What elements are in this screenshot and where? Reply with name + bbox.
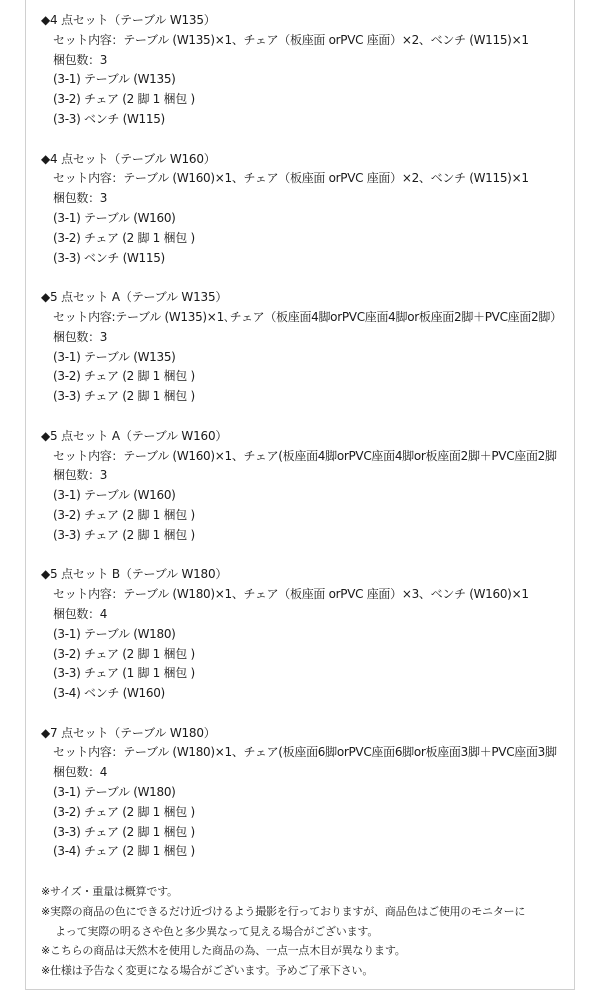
package-item-line: (3-4) チェア (2 脚 1 梱包 ) bbox=[53, 844, 195, 859]
package-item-line: (3-2) チェア (2 脚 1 梱包 ) bbox=[53, 804, 195, 819]
set-contents-line: セット内容：テーブル (W180)×1、チェア（板座面 orPVC 座面）×3、ベンチ (W160)×1 bbox=[53, 587, 529, 602]
package-item-line: (3-2) チェア (2 脚 1 梱包 ) bbox=[53, 507, 195, 522]
set-block bbox=[41, 11, 571, 130]
set-block bbox=[41, 724, 571, 863]
package-item-line: (3-2) チェア (2 脚 1 梱包 ) bbox=[53, 646, 195, 661]
notes-section bbox=[41, 882, 571, 981]
package-item-line: (3-3) チェア (1 脚 1 梱包 ) bbox=[53, 666, 195, 681]
set-list bbox=[41, 11, 571, 862]
note-line: ※サイズ・重量は概算です。 bbox=[41, 885, 178, 899]
set-contents-line: セット内容：テーブル (W135)×1、チェア（板座面 orPVC 座面）×2、ベンチ (W115)×1 bbox=[53, 32, 529, 47]
set-title: ◆7 点セット（テーブル W180） bbox=[41, 725, 216, 740]
set-contents-line: セット内容：テーブル (W160)×1、チェア（板座面 orPVC 座面）×2、ベンチ (W115)×1 bbox=[53, 171, 529, 186]
package-count-line: 梱包数：3 bbox=[53, 468, 108, 483]
set-title: ◆5 点セット A（テーブル W160） bbox=[41, 428, 228, 443]
spec-content bbox=[41, 11, 571, 981]
package-item-line: (3-4) ベンチ (W160) bbox=[53, 686, 165, 701]
package-count-line: 梱包数：3 bbox=[53, 52, 108, 67]
set-contents-line: セット内容:テーブル (W135)×1､チェア（板座面4脚orPVC座面4脚or板座面2脚＋PVC座面2脚） bbox=[53, 309, 562, 324]
package-item-line: (3-1) テーブル (W180) bbox=[53, 785, 176, 800]
note-line: ※実際の商品の色にできるだけ近づけるよう撮影を行っておりますが、商品色はご使用のモニターに bbox=[41, 904, 526, 918]
package-count-line: 梱包数：4 bbox=[53, 765, 108, 780]
set-contents-line: セット内容：テーブル (W180)×1、チェア(板座面6脚orPVC座面6脚or板座面3脚＋PVC座面3脚 bbox=[53, 745, 557, 760]
package-item-line: (3-3) チェア (2 脚 1 梱包 ) bbox=[53, 389, 195, 404]
package-item-line: (3-3) ベンチ (W115) bbox=[53, 111, 165, 126]
note-line: よって実際の明るさや色と多少異なって見える場合がございます。 bbox=[55, 924, 379, 938]
note-line: ※こちらの商品は天然木を使用した商品の為、一点一点木目が異なります。 bbox=[41, 944, 406, 958]
package-item-line: (3-2) チェア (2 脚 1 梱包 ) bbox=[53, 369, 195, 384]
package-item-line: (3-3) チェア (2 脚 1 梱包 ) bbox=[53, 824, 195, 839]
package-count-line: 梱包数：3 bbox=[53, 329, 108, 344]
set-block bbox=[41, 565, 571, 704]
package-count-line: 梱包数：4 bbox=[53, 606, 108, 621]
set-title: ◆4 点セット（テーブル W135） bbox=[41, 13, 216, 27]
package-item-line: (3-1) テーブル (W160) bbox=[53, 210, 176, 225]
set-block bbox=[41, 288, 571, 407]
set-title: ◆4 点セット（テーブル W160） bbox=[41, 151, 216, 166]
package-item-line: (3-1) テーブル (W180) bbox=[53, 626, 176, 641]
package-item-line: (3-1) テーブル (W160) bbox=[53, 488, 176, 503]
set-title: ◆5 点セット B（テーブル W180） bbox=[41, 567, 228, 582]
package-item-line: (3-3) チェア (2 脚 1 梱包 ) bbox=[53, 527, 195, 542]
set-block bbox=[41, 150, 571, 269]
note-line: ※仕様は予告なく変更になる場合がございます。予めご了承下さい。 bbox=[41, 964, 374, 978]
package-count-line: 梱包数：3 bbox=[53, 191, 108, 206]
package-item-line: (3-2) チェア (2 脚 1 梱包 ) bbox=[53, 92, 195, 107]
package-item-line: (3-3) ベンチ (W115) bbox=[53, 250, 165, 265]
package-item-line: (3-1) テーブル (W135) bbox=[53, 72, 176, 87]
set-contents-line: セット内容：テーブル (W160)×1、チェア(板座面4脚orPVC座面4脚or板座面2脚＋PVC座面2脚 bbox=[53, 448, 557, 463]
package-item-line: (3-2) チェア (2 脚 1 梱包 ) bbox=[53, 230, 195, 245]
set-block bbox=[41, 427, 571, 546]
set-title: ◆5 点セット A（テーブル W135） bbox=[41, 290, 228, 305]
package-item-line: (3-1) テーブル (W135) bbox=[53, 349, 176, 364]
